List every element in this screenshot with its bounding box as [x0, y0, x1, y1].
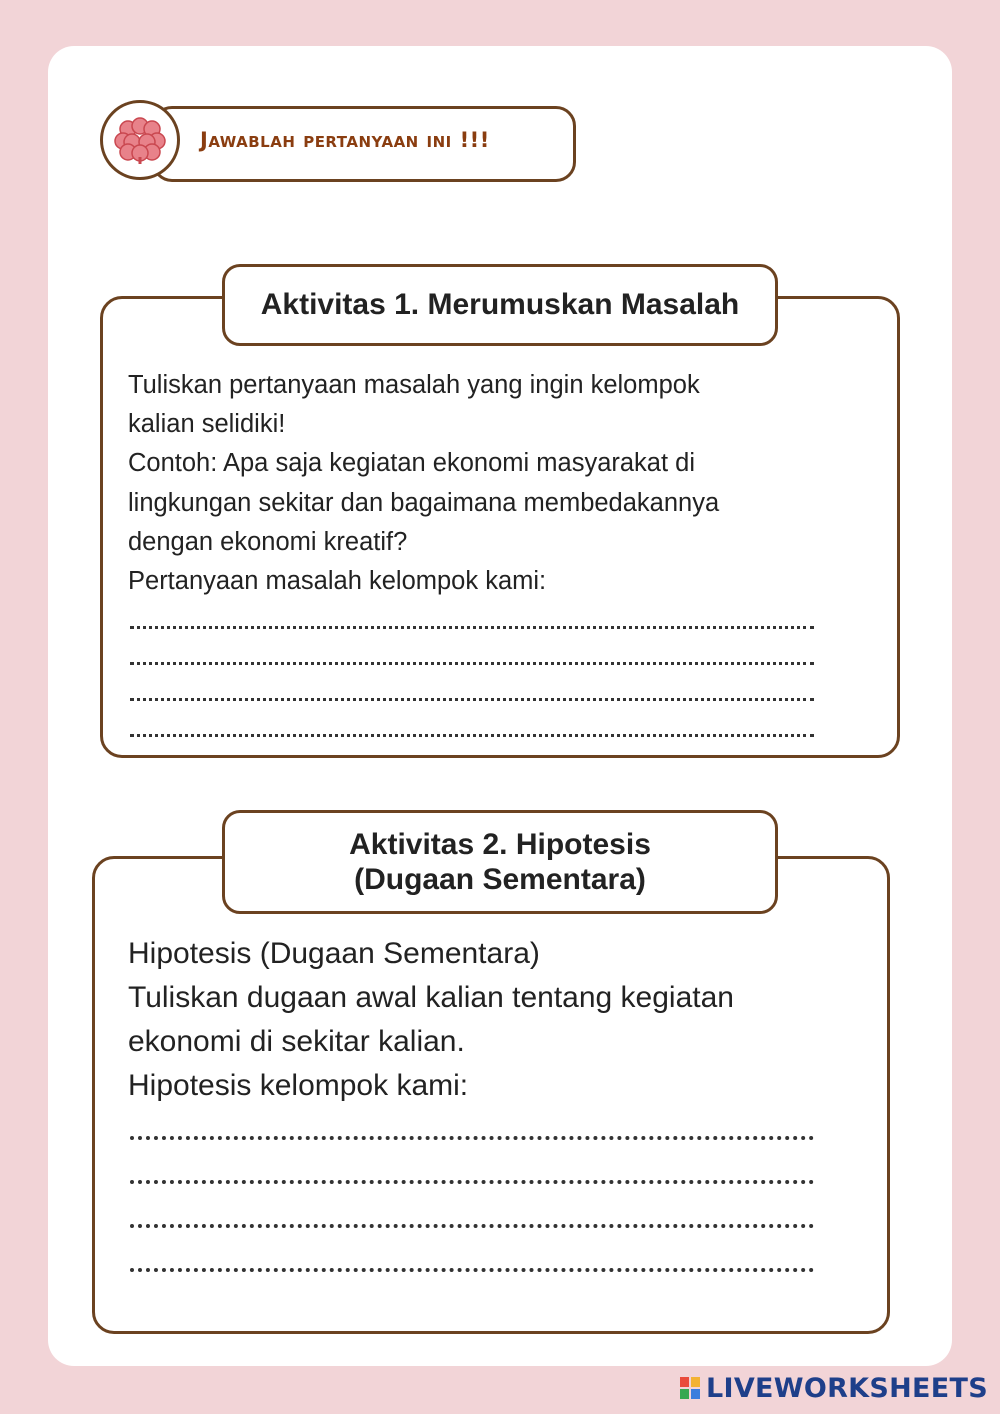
activity-1-body [128, 366, 868, 601]
activity-2-body [128, 932, 868, 1108]
activity-2-line: Hipotesis (Dugaan Sementara) [128, 937, 540, 970]
activity-1-line: Contoh: Apa saja kegiatan ekonomi masyarakat di [128, 449, 696, 478]
activity-1-line: lingkungan sekitar dan bagaimana membedakannya [128, 488, 720, 517]
answer-line-1[interactable] [130, 626, 814, 629]
answer-line-2[interactable] [130, 662, 814, 665]
activity-1-line: kalian selidiki! [128, 410, 286, 439]
activity-2-line: ekonomi di sekitar kalian. [128, 1025, 465, 1058]
answer-line-3[interactable] [130, 698, 814, 701]
activity-2-line: Tuliskan dugaan awal kalian tentang kegiatan [128, 981, 734, 1014]
liveworksheets-logo-icon [680, 1377, 702, 1401]
answer-line-4[interactable] [130, 734, 814, 737]
answer-line-8[interactable] [130, 1268, 814, 1272]
brand-text: LIVEWORKSHEETS [705, 1373, 988, 1404]
activity-1-line: Tuliskan pertanyaan masalah yang ingin kelompok [128, 371, 700, 399]
activity-1-line: dengan ekonomi kreatif? [128, 527, 408, 556]
liveworksheets-brand [680, 1373, 988, 1404]
activity-1-title: Aktivitas 1. Merumuskan Masalah [222, 264, 778, 346]
answer-line-6[interactable] [130, 1180, 814, 1184]
activity-2-title [222, 810, 778, 914]
brain-icon [100, 100, 180, 180]
activity-2-title-line-2: (Dugaan Sementara) [354, 863, 646, 896]
activity-2-line: Hipotesis kelompok kami: [128, 1069, 469, 1102]
activity-1-line: Pertanyaan masalah kelompok kami: [128, 567, 547, 596]
answer-line-7[interactable] [130, 1224, 814, 1228]
activity-2-title-line-1: Aktivitas 2. Hipotesis [349, 828, 651, 861]
answer-line-5[interactable] [130, 1136, 814, 1140]
instruction-text: Jawablah pertanyaan ini !!! [200, 128, 490, 152]
